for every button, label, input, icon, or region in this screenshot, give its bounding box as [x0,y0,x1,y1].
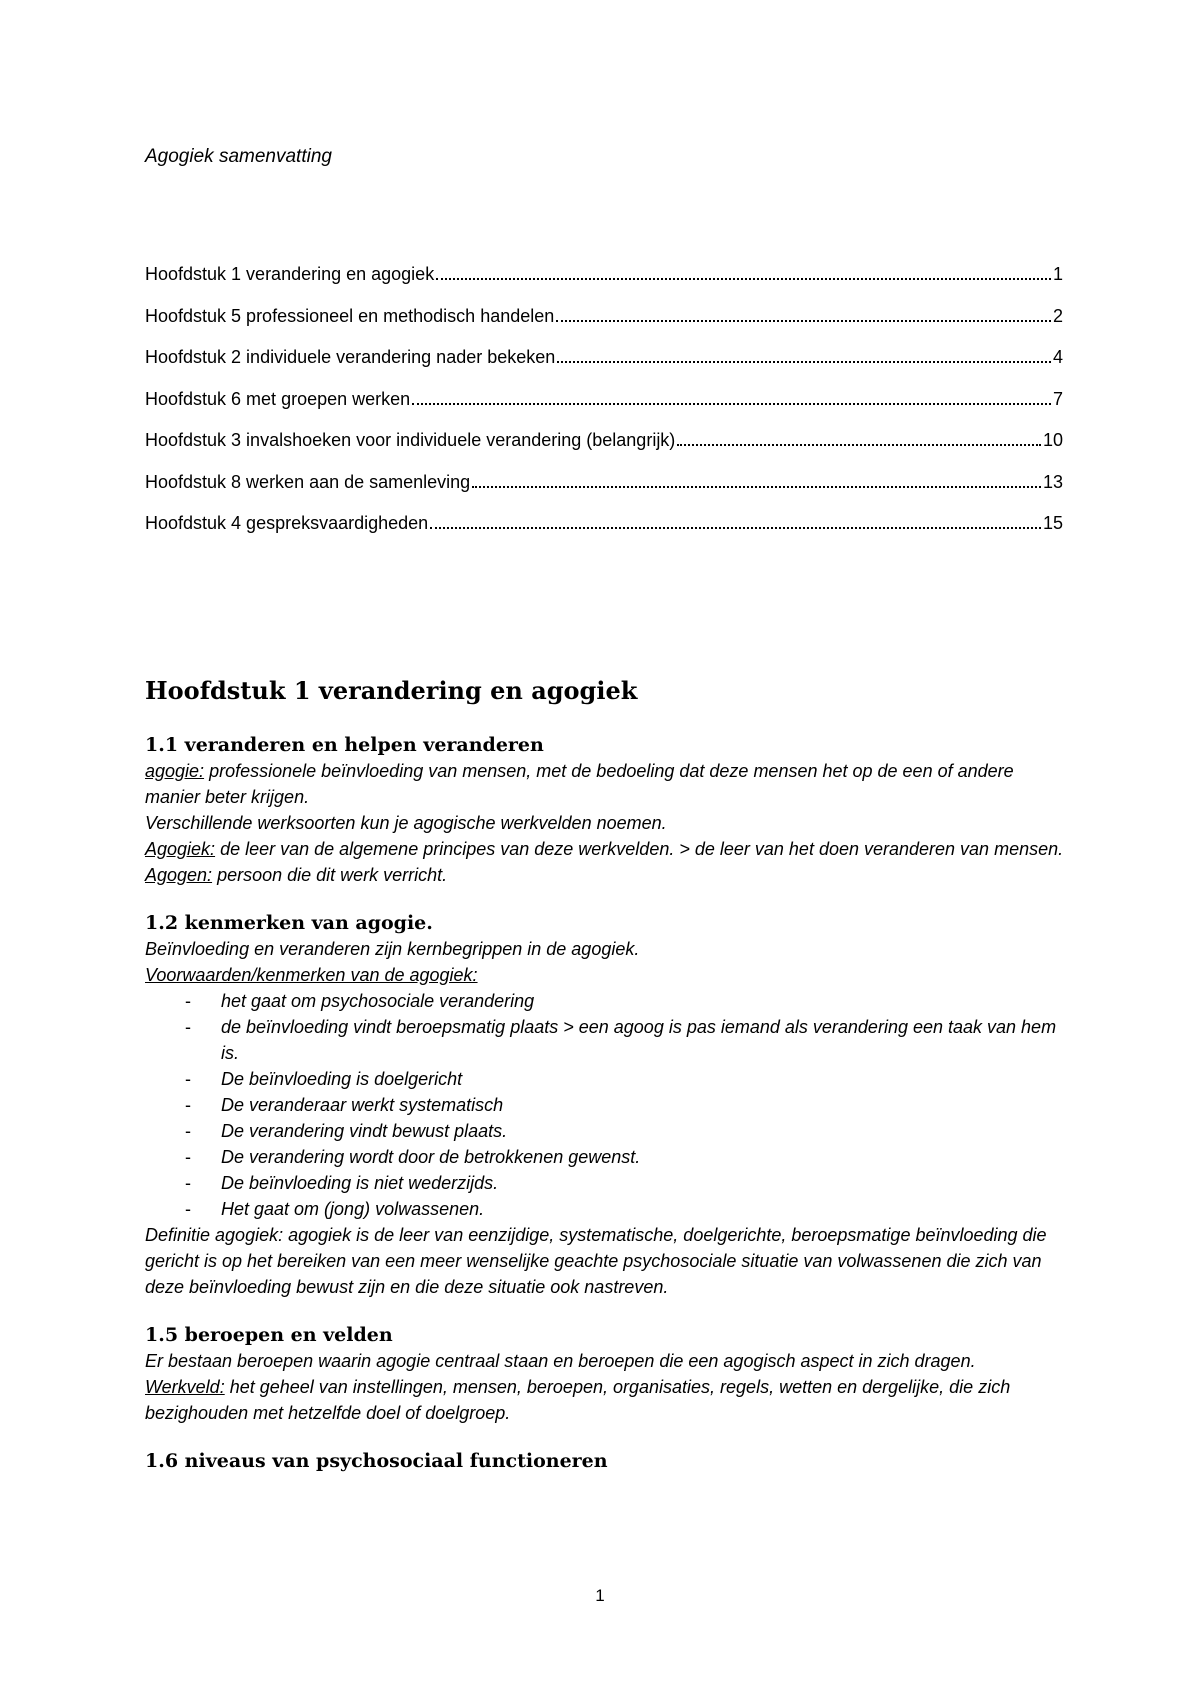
toc-entry[interactable] [145,513,1063,555]
toc-entry-label: Hoofdstuk 5 professioneel en methodisch handelen [145,305,555,326]
definition-agogen [145,862,1065,888]
definition-term: agogie: [145,761,205,781]
definition-term: Agogen: [145,865,213,885]
section-heading: 1.5 beroepen en velden [145,1324,393,1346]
toc-leader-dots [412,403,1051,405]
section-1-5 [145,1322,1065,1426]
list-item: - De beïnvloeding is niet wederzijds. [185,1170,1065,1196]
list-item: - het gaat om psychosociale verandering [185,988,1065,1014]
definition-text: persoon die dit werk verricht. [212,865,448,885]
list-item: - De verandering wordt door de betrokkenen gewenst. [185,1144,1065,1170]
list-item: - Het gaat om (jong) volwassenen. [185,1196,1065,1222]
toc-entry-label: Hoofdstuk 3 invalshoeken voor individuele verandering (belangrijk) [145,430,676,450]
toc-leader-dots [556,320,1051,322]
toc-entry-page: 4 [1052,347,1063,367]
toc-entry-page: 2 [1052,305,1063,326]
definition-agogiek [145,836,1065,862]
toc-entry-label: Hoofdstuk 4 gespreksvaardigheden [145,513,429,533]
section-heading: 1.1 veranderen en helpen veranderen [145,734,544,756]
chapter-content [145,676,1065,1496]
definition-text: professionele beïnvloeding van mensen, met de bedoeling dat deze mensen het op de een of andere manier beter krijgen. [145,761,1014,807]
toc-entry-label: Hoofdstuk 1 verandering en agogiek [145,264,435,284]
toc-entry-page: 13 [1042,471,1063,492]
definition-agogie [145,758,1065,810]
section-1-2 [145,910,1065,1300]
toc-entry[interactable] [145,264,1063,306]
toc-entry[interactable] [145,306,1063,348]
list-item: - De verandering vindt bewust plaats. [185,1118,1065,1144]
list-item: - De veranderaar werkt systematisch [185,1092,1065,1118]
toc-entry-label: Hoofdstuk 8 werken aan de samenleving [145,471,471,492]
definition-term: Agogiek: [145,839,216,859]
toc-entry-label: Hoofdstuk 6 met groepen werken [145,388,411,409]
toc-entry[interactable] [145,389,1063,431]
toc-entry[interactable] [145,430,1063,472]
section-1-1 [145,732,1065,888]
section-heading: 1.6 niveaus van psychosociaal functioneren [145,1450,608,1472]
toc-entry[interactable] [145,472,1063,514]
toc-entry-page: 15 [1042,513,1063,533]
section-heading: 1.2 kenmerken van agogie. [145,912,433,934]
toc-entry-page: 7 [1052,388,1063,409]
section-1-6 [145,1448,1065,1474]
document-title: Agogiek samenvatting [145,146,332,167]
characteristics-list [145,988,1065,1222]
paragraph: Er bestaan beroepen waarin agogie centraal staan en beroepen die een agogisch aspect in zich dragen. [145,1351,976,1371]
page-number: 1 [595,1586,605,1605]
table-of-contents [145,264,1063,555]
toc-entry-page: 10 [1042,430,1063,450]
toc-leader-dots [557,361,1051,363]
paragraph: Verschillende werksoorten kun je agogische werkvelden noemen. [145,813,667,833]
toc-leader-dots [436,278,1051,280]
list-item: - De beïnvloeding is doelgericht [185,1066,1065,1092]
list-item: - de beïnvloeding vindt beroepsmatig plaats > een agoog is pas iemand als verandering een taak van hem is. [185,1014,1065,1066]
chapter-heading: Hoofdstuk 1 verandering en agogiek [145,676,638,705]
definition-text: het geheel van instellingen, mensen, beroepen, organisaties, regels, wetten en dergelijke, die zich bezighouden met hetzelfde doel of doelgroep. [145,1377,1011,1423]
definition-werkveld [145,1374,1065,1426]
toc-leader-dots [430,527,1041,529]
definition-paragraph: Definitie agogiek: agogiek is de leer van eenzijdige, systematische, doelgerichte, beroepsmatige beïnvloeding die gericht is op het bereiken van een meer wenselijke geachte psychosociale situatie van volwassenen die zich van deze beïnvloeding bewust zijn en die deze situatie ook nastreven. [145,1225,1047,1297]
toc-entry-label: Hoofdstuk 2 individuele verandering nader bekeken [145,347,556,367]
paragraph: Beïnvloeding en veranderen zijn kernbegrippen in de agogiek. [145,939,640,959]
definition-text: de leer van de algemene principes van deze werkvelden. > de leer van het doen veranderen van mensen. [215,839,1064,859]
toc-leader-dots [472,486,1041,488]
toc-entry[interactable] [145,347,1063,389]
definition-term: Werkveld: [145,1377,225,1397]
toc-entry-page: 1 [1052,264,1063,284]
toc-leader-dots [677,444,1041,446]
list-heading: Voorwaarden/kenmerken van de agogiek: [145,965,478,985]
